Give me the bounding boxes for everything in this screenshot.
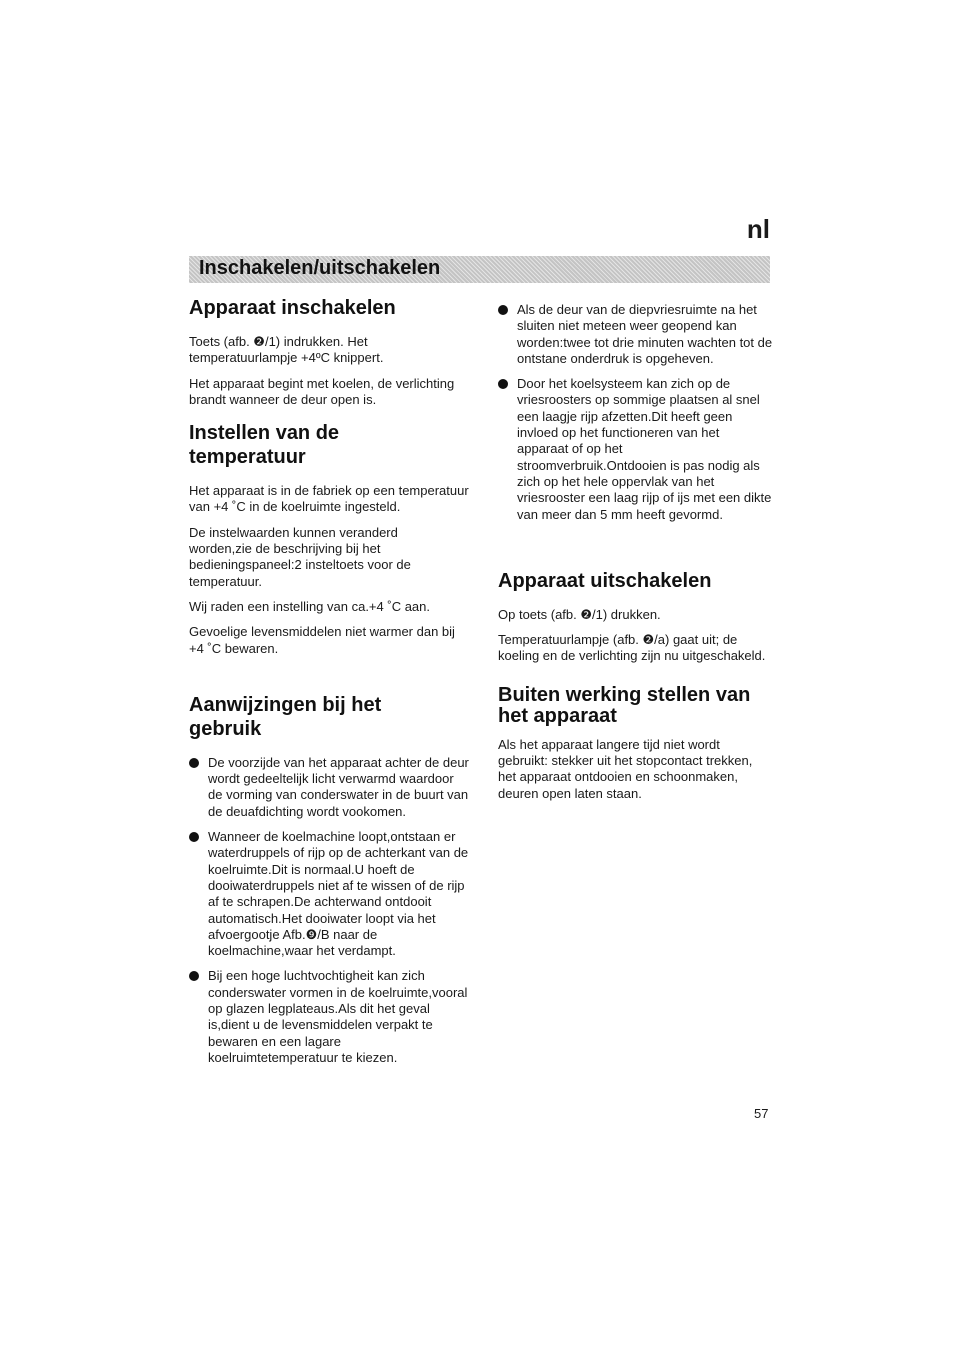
heading-instellen-temperatuur: Instellen van de temperatuur xyxy=(189,422,340,469)
list-item-text: Wanneer de koelmachine loopt,ontstaan er waterdruppels of rijp op de achterkant van de koelruimte.Dit is normaal.U hoeft de dooiwaterdruppels niet af te wissen of de rijp af te schrapen.De achterwand ontdooit automatisch.Het dooiwater loopt via het afvoergootje Afb.❾/B naar de koelmachine,waar het verdampt. xyxy=(208,829,469,959)
list-item xyxy=(498,302,773,367)
list-item-text: Door het koelsysteem kan zich op de vriesroosters op sommige plaatsen al snel een laagje rijp afzetten.Dit heeft geen invloed op het functioneren van het apparaat of op het stroomverbruik.Ontdooien is pas nodig als zich op het hele oppervlak van het vriesrooster een laag rijp of ijs met een dikte van meer dan 5 mm heeft gevormd. xyxy=(517,376,772,522)
notes-list xyxy=(498,302,773,523)
heading-apparaat-inschakelen: Apparaat inschakelen xyxy=(189,297,396,319)
list-item xyxy=(189,829,469,959)
paragraph: Gevoelige levensmiddelen niet warmer dan bij +4 ˚C bewaren. xyxy=(189,624,455,656)
paragraph: Als het apparaat langere tijd niet wordt gebruikt: stekker uit het stopcontact trekken, het apparaat ontdooien en schoonmaken, deuren open laten staan. xyxy=(498,736,753,801)
list-item xyxy=(498,376,773,523)
bullet-icon xyxy=(189,832,199,842)
paragraph: Het apparaat is in de fabriek op een temperatuur van +4 ˚C in de koelruimte ingesteld. xyxy=(189,483,469,515)
paragraph: Wij raden een instelling van ca.+4 ˚C aan. xyxy=(189,598,430,614)
bullet-icon xyxy=(189,758,199,768)
left-column xyxy=(189,296,469,1075)
page-number: 57 xyxy=(754,1106,769,1121)
bullet-icon xyxy=(498,305,508,315)
right-column xyxy=(498,302,773,811)
section-banner xyxy=(189,256,770,283)
aanwijzingen-list xyxy=(189,755,469,1066)
list-item-text: Bij een hoge luchtvochtigheit kan zich conderswater vormen in de koelruimte,vooral op glazen legplateaus.Als dit het geval is,dient u de levensmiddelen verpakt te bewaren en een lagare koelruimtetemperatuur te kiezen. xyxy=(208,968,468,1065)
paragraph: Het apparaat begint met koelen, de verlichting brandt wanneer de deur open is. xyxy=(189,375,455,407)
heading-apparaat-uitschakelen: Apparaat uitschakelen xyxy=(498,569,712,592)
paragraph: Temperatuurlampje (afb. ❷/a) gaat uit; de koeling en de verlichting zijn nu uitgeschakeld. xyxy=(498,632,766,664)
paragraph: Op toets (afb. ❷/1) drukken. xyxy=(498,606,661,622)
list-item-text: Als de deur van de diepvriesruimte na het sluiten niet meteen weer geopend kan worden:twee tot drie minuten wachten tot de ontstane onderdruk is opgeheven. xyxy=(517,302,773,366)
section-title: Inschakelen/uitschakelen xyxy=(199,257,441,279)
list-item xyxy=(189,968,469,1066)
list-item xyxy=(189,755,469,820)
paragraph: Toets (afb. ❷/1) indrukken. Het temperatuurlampje +4ºC knippert. xyxy=(189,334,384,366)
heading-aanwijzingen: Aanwijzingen bij het gebruik xyxy=(189,693,382,740)
list-item-text: De voorzijde van het apparaat achter de deur wordt gedeeltelijk licht verwarmd waardoor de vorming van conderswater in de buurt van de deuafdichting wordt vookomen. xyxy=(208,754,469,819)
language-tag: nl xyxy=(746,214,770,244)
bullet-icon xyxy=(189,971,199,981)
bullet-icon xyxy=(498,379,508,389)
paragraph: De instelwaarden kunnen veranderd worden,zie de beschrijving bij het bedieningspaneel:2 insteltoets voor de temperatuur. xyxy=(189,524,411,589)
heading-buiten-werking: Buiten werking stellen van het apparaat xyxy=(498,683,751,727)
